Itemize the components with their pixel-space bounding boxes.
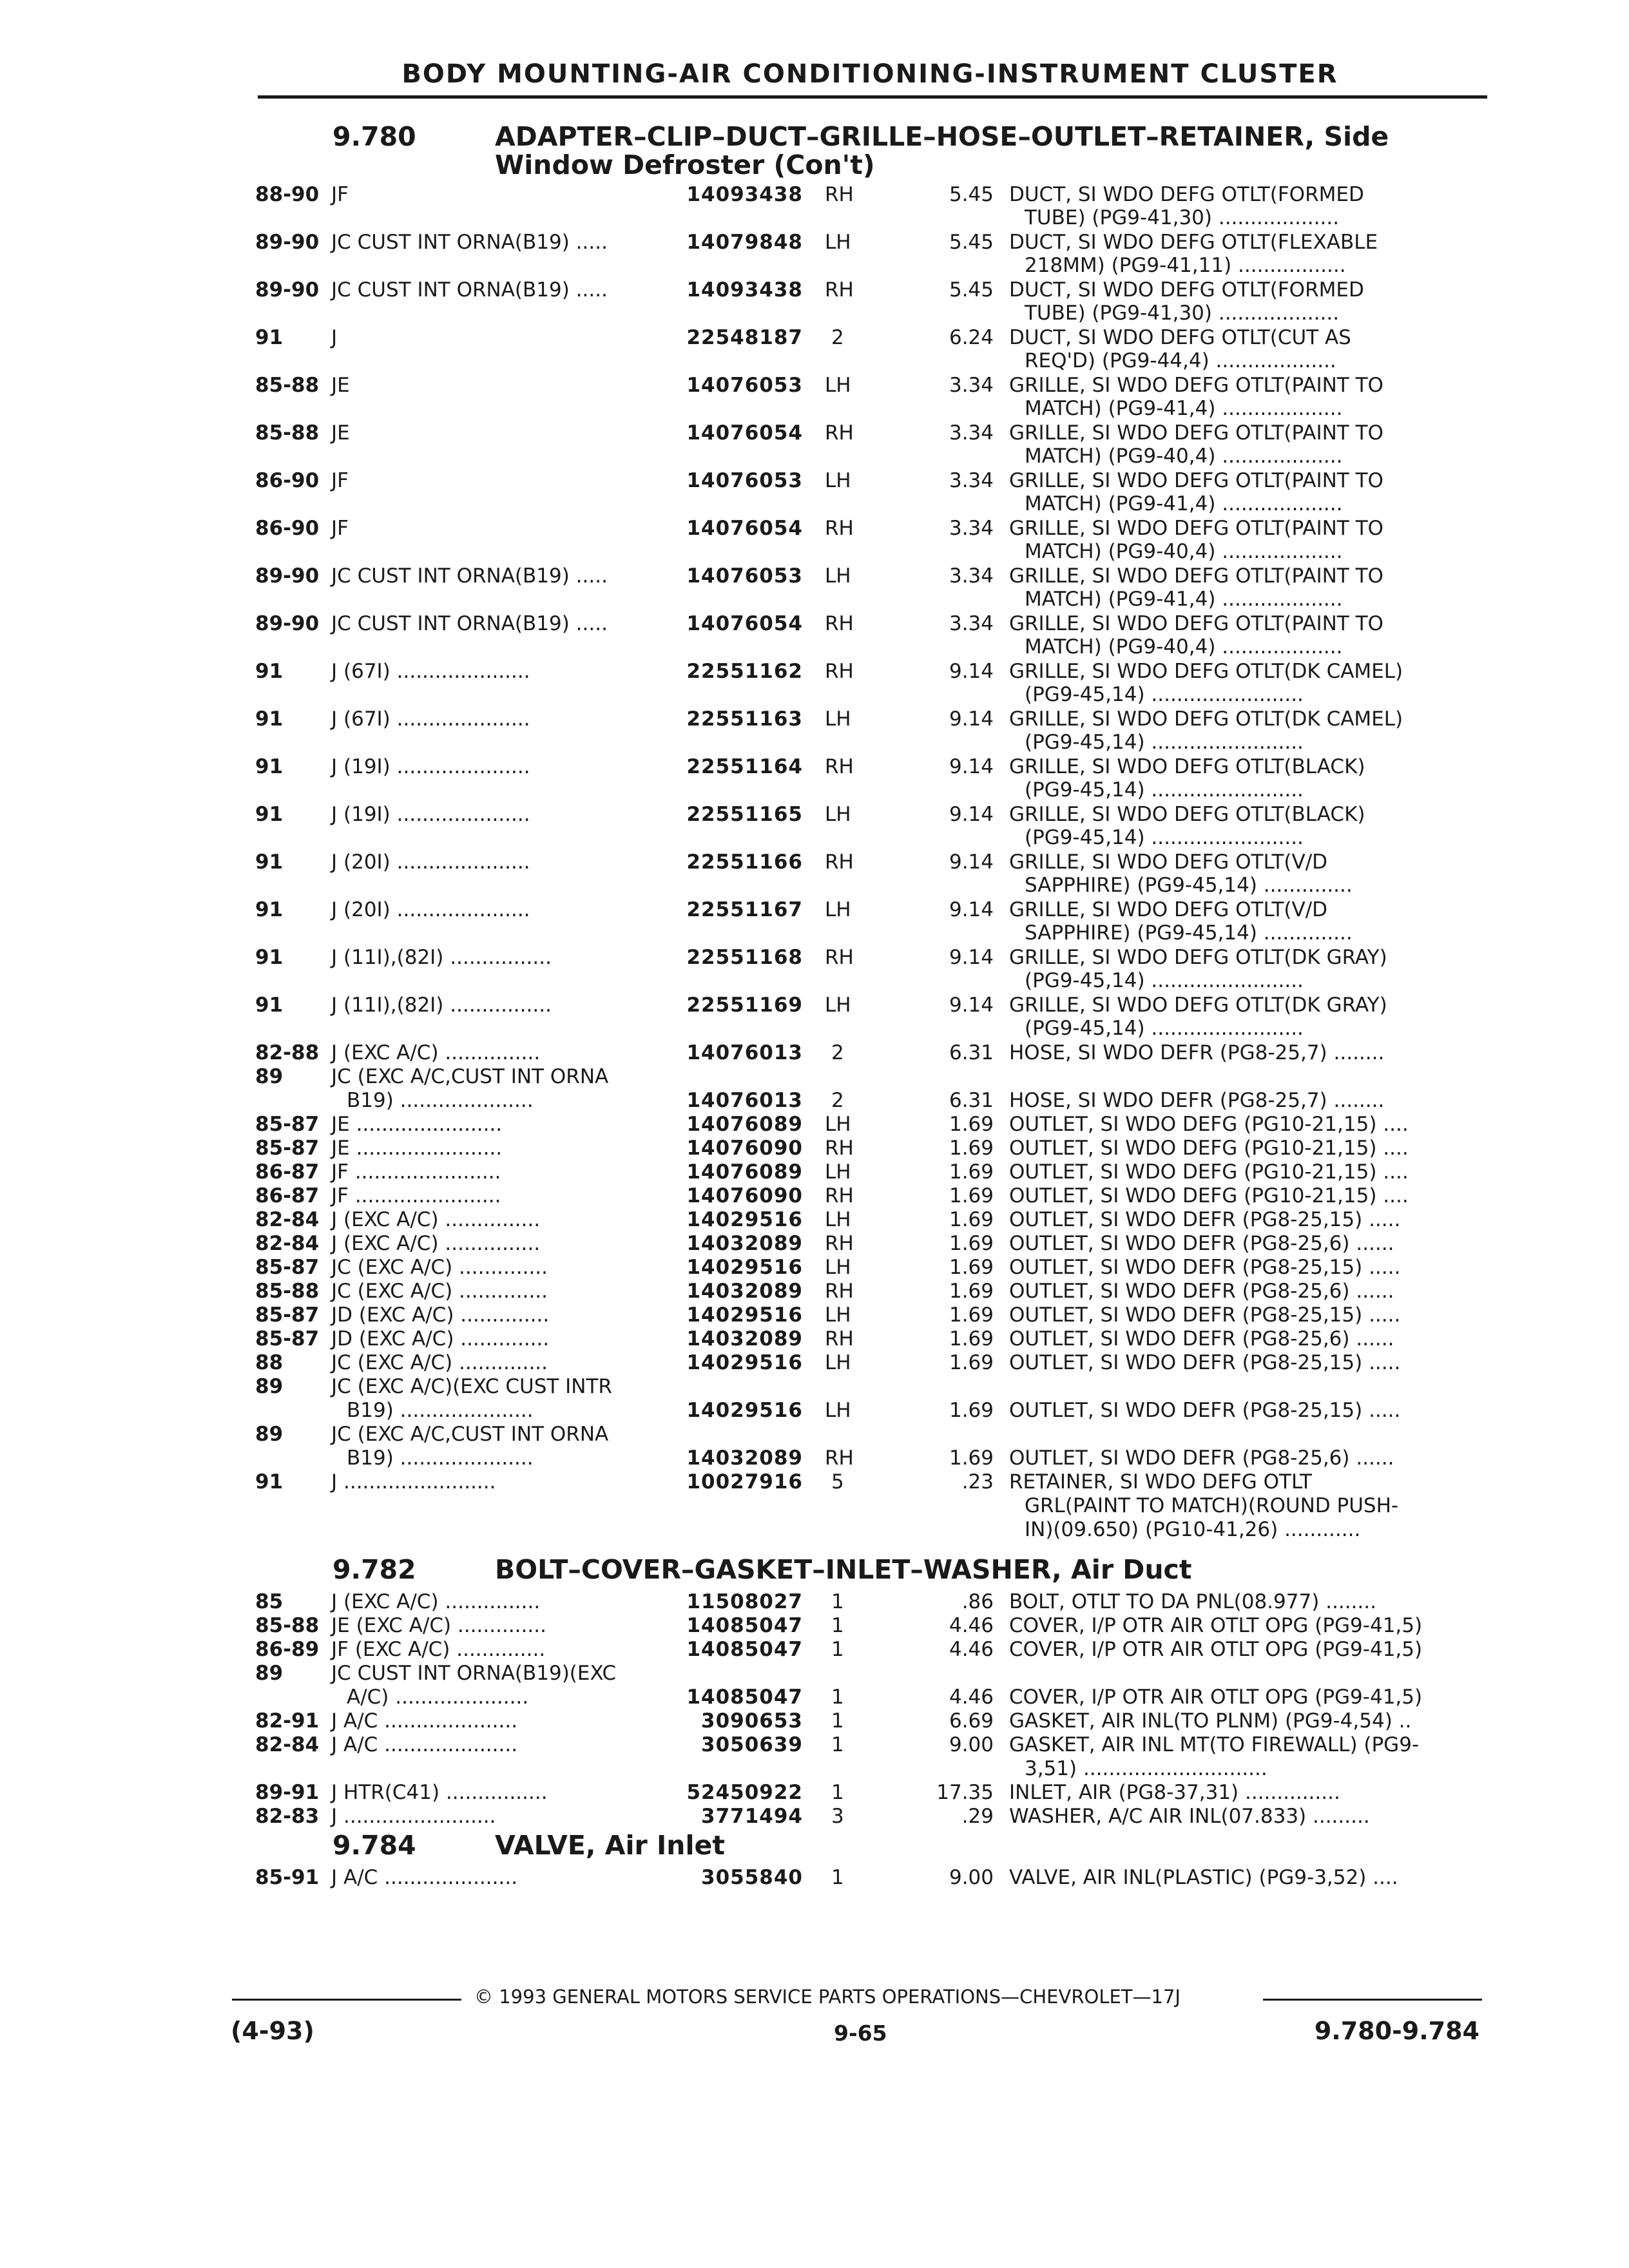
row-model: J (19I) ..................... [331, 755, 530, 778]
footer-page-number: 9-65 [834, 2021, 887, 2046]
row-price: .86 [961, 1590, 994, 1613]
section-number: 9.780 [333, 121, 416, 152]
row-description: GRILLE, SI WDO DEFG OTLT(PAINT TO [1009, 564, 1383, 588]
row-description: INLET, AIR (PG8-37,31) ............... [1009, 1781, 1340, 1804]
page-header: BODY MOUNTING-AIR CONDITIONING-INSTRUMENT CLUSTER [401, 59, 1338, 89]
row-description: HOSE, SI WDO DEFR (PG8-25,7) ........ [1009, 1041, 1385, 1064]
row-description-continued: (PG9-45,14) ........................ [1025, 969, 1304, 992]
row-part-number: 14029516 [686, 1256, 803, 1279]
row-price: 9.14 [949, 898, 994, 921]
row-year: 85-87 [255, 1327, 320, 1350]
row-part-number: 14093438 [686, 278, 803, 302]
row-price: .23 [961, 1470, 994, 1494]
row-quantity: 1 [831, 1866, 844, 1889]
row-quantity: LH [825, 994, 851, 1017]
row-description: BOLT, OTLT TO DA PNL(08.977) ........ [1009, 1590, 1376, 1613]
row-model: J (11I),(82I) ................ [331, 946, 552, 969]
row-year: 86-87 [255, 1160, 320, 1184]
row-model: JC CUST INT ORNA(B19)(EXC [331, 1662, 617, 1685]
row-description: OUTLET, SI WDO DEFG (PG10-21,15) .... [1009, 1160, 1409, 1184]
row-year: 86-89 [255, 1638, 320, 1661]
row-description: OUTLET, SI WDO DEFR (PG8-25,15) ..... [1009, 1303, 1401, 1327]
row-part-number: 22551164 [686, 755, 803, 778]
row-model: J A/C ..................... [331, 1709, 518, 1733]
row-year: 85 [255, 1590, 284, 1613]
row-year: 89-90 [255, 612, 320, 635]
row-description: GRILLE, SI WDO DEFG OTLT(BLACK) [1009, 755, 1365, 778]
row-quantity: RH [825, 1232, 854, 1255]
row-part-number: 14076054 [686, 517, 803, 540]
row-quantity: LH [825, 374, 851, 397]
row-price: 1.69 [949, 1446, 994, 1470]
row-model: J (EXC A/C) ............... [331, 1041, 541, 1064]
row-model: JE (EXC A/C) .............. [331, 1614, 546, 1637]
row-description-continued: MATCH) (PG9-41,4) ................... [1025, 492, 1343, 515]
row-price: 6.31 [949, 1089, 994, 1112]
row-description: 3,51) ............................. [1025, 1757, 1268, 1780]
row-price: .29 [961, 1805, 994, 1828]
header-rule [258, 95, 1487, 99]
row-part-number: 22551167 [686, 898, 803, 921]
row-part-number: 14076053 [686, 374, 803, 397]
row-model: J (20I) ..................... [331, 850, 530, 874]
row-part-number: 14076053 [686, 469, 803, 492]
row-price: 1.69 [949, 1280, 994, 1303]
footer-date: (4-93) [231, 2017, 314, 2045]
row-part-number: 22551165 [686, 803, 803, 826]
row-part-number: 11508027 [686, 1590, 803, 1613]
row-part-number: 52450922 [686, 1781, 803, 1804]
row-price: 17.35 [936, 1781, 994, 1804]
row-quantity: LH [825, 707, 851, 731]
section-title-continued: Window Defroster (Con't) [495, 149, 875, 180]
row-description: GRILLE, SI WDO DEFG OTLT(BLACK) [1009, 803, 1365, 826]
row-part-number: 14076089 [686, 1160, 803, 1184]
row-price: 5.45 [949, 231, 994, 254]
row-description: GRILLE, SI WDO DEFG OTLT(PAINT TO [1009, 374, 1383, 397]
row-quantity: LH [825, 564, 851, 588]
section-title: ADAPTER–CLIP–DUCT–GRILLE–HOSE–OUTLET–RETAINER, Side [495, 121, 1389, 152]
row-part-number: 14076089 [686, 1113, 803, 1136]
row-part-number: 10027916 [686, 1470, 803, 1494]
footer-rule-right [1263, 1999, 1482, 2001]
row-year: 89-90 [255, 231, 320, 254]
row-model: J A/C ..................... [331, 1733, 518, 1756]
row-year: 91 [255, 898, 284, 921]
row-description-continued: (PG9-45,14) ........................ [1025, 683, 1304, 706]
row-model: JC CUST INT ORNA(B19) ..... [331, 564, 608, 588]
row-part-number: 14076053 [686, 564, 803, 588]
row-price: 3.34 [949, 421, 994, 445]
row-year: 85-87 [255, 1303, 320, 1327]
row-model: JF [331, 183, 349, 206]
row-quantity: 1 [831, 1686, 844, 1709]
row-quantity: 1 [831, 1614, 844, 1637]
row-quantity: RH [825, 660, 854, 683]
row-year: 85-88 [255, 421, 320, 445]
row-model: J (67I) ..................... [331, 707, 530, 731]
row-year: 85-88 [255, 1280, 320, 1303]
row-model: JC CUST INT ORNA(B19) ..... [331, 278, 608, 302]
row-description-continued: SAPPHIRE) (PG9-45,14) .............. [1025, 874, 1353, 897]
row-description: OUTLET, SI WDO DEFG (PG10-21,15) .... [1009, 1184, 1409, 1207]
row-description: OUTLET, SI WDO DEFG (PG10-21,15) .... [1009, 1113, 1409, 1136]
row-quantity: RH [825, 850, 854, 874]
row-year: 89 [255, 1423, 284, 1446]
row-model: J A/C ..................... [331, 1866, 518, 1889]
row-quantity: LH [825, 898, 851, 921]
row-price: 1.69 [949, 1160, 994, 1184]
row-quantity: RH [825, 278, 854, 302]
row-description: COVER, I/P OTR AIR OTLT OPG (PG9-41,5) [1009, 1614, 1423, 1637]
row-model: JC (EXC A/C) .............. [331, 1351, 548, 1374]
row-model: JE ....................... [331, 1137, 503, 1160]
row-year: 82-83 [255, 1805, 320, 1828]
row-description-continued: (PG9-45,14) ........................ [1025, 826, 1304, 849]
row-model: JE ....................... [331, 1113, 503, 1136]
row-year: 91 [255, 707, 284, 731]
row-model: B19) ..................... [347, 1089, 534, 1112]
row-part-number: 14085047 [686, 1614, 803, 1637]
row-model: JE [331, 374, 350, 397]
row-price: 3.34 [949, 469, 994, 492]
row-part-number: 3055840 [701, 1866, 803, 1889]
row-quantity: RH [825, 1137, 854, 1160]
row-description: OUTLET, SI WDO DEFR (PG8-25,15) ..... [1009, 1208, 1401, 1231]
row-model: J ........................ [331, 1805, 496, 1828]
row-year: 91 [255, 660, 284, 683]
row-model: J (EXC A/C) ............... [331, 1590, 541, 1613]
row-model: JC CUST INT ORNA(B19) ..... [331, 612, 608, 635]
row-description: GRILLE, SI WDO DEFG OTLT(V/D [1009, 898, 1328, 921]
row-part-number: 3090653 [701, 1709, 803, 1733]
row-description-continued: (PG9-45,14) ........................ [1025, 1017, 1304, 1040]
row-year: 85-91 [255, 1866, 320, 1889]
row-model: A/C) ..................... [347, 1686, 529, 1709]
row-year: 85-88 [255, 1614, 320, 1637]
row-price: 9.14 [949, 850, 994, 874]
row-year: 85-87 [255, 1256, 320, 1279]
row-part-number: 14032089 [686, 1232, 803, 1255]
row-model: JC (EXC A/C) .............. [331, 1280, 548, 1303]
section-number: 9.784 [333, 1830, 416, 1861]
row-price: 4.46 [949, 1638, 994, 1661]
row-price: 3.34 [949, 374, 994, 397]
row-part-number: 14032089 [686, 1446, 803, 1470]
row-model: J (EXC A/C) ............... [331, 1208, 541, 1231]
row-quantity: RH [825, 1327, 854, 1350]
row-year: 85-87 [255, 1137, 320, 1160]
row-part-number: 14079848 [686, 231, 803, 254]
row-model: JC (EXC A/C,CUST INT ORNA [331, 1423, 609, 1446]
row-year: 91 [255, 326, 284, 349]
row-quantity: LH [825, 1113, 851, 1136]
row-year: 91 [255, 994, 284, 1017]
row-model: J (11I),(82I) ................ [331, 994, 552, 1017]
section-number: 9.782 [333, 1554, 416, 1585]
row-quantity: RH [825, 183, 854, 206]
footer-section-range: 9.780-9.784 [1314, 2017, 1480, 2045]
row-price: 4.46 [949, 1686, 994, 1709]
row-price: 1.69 [949, 1327, 994, 1350]
row-description: GRL(PAINT TO MATCH)(ROUND PUSH- [1025, 1494, 1399, 1517]
row-part-number: 22551168 [686, 946, 803, 969]
row-quantity: LH [825, 231, 851, 254]
row-price: 9.00 [949, 1733, 994, 1756]
row-description: HOSE, SI WDO DEFR (PG8-25,7) ........ [1009, 1089, 1385, 1112]
row-description: GRILLE, SI WDO DEFG OTLT(PAINT TO [1009, 517, 1383, 540]
row-year: 88 [255, 1351, 284, 1374]
row-price: 1.69 [949, 1351, 994, 1374]
row-description-continued: 218MM) (PG9-41,11) ................. [1025, 254, 1346, 277]
row-description: COVER, I/P OTR AIR OTLT OPG (PG9-41,5) [1009, 1638, 1423, 1661]
row-quantity: 2 [831, 1041, 844, 1064]
section-title: VALVE, Air Inlet [495, 1830, 725, 1861]
row-part-number: 14029516 [686, 1351, 803, 1374]
row-quantity: LH [825, 1256, 851, 1279]
row-description: GASKET, AIR INL(TO PLNM) (PG9-4,54) .. [1009, 1709, 1412, 1733]
row-model: JF ....................... [331, 1160, 501, 1184]
row-part-number: 14076090 [686, 1184, 803, 1207]
row-quantity: RH [825, 1184, 854, 1207]
row-quantity: 1 [831, 1709, 844, 1733]
row-quantity: 5 [831, 1470, 844, 1494]
row-year: 89 [255, 1065, 284, 1088]
row-part-number: 14029516 [686, 1208, 803, 1231]
row-price: 1.69 [949, 1137, 994, 1160]
row-price: 9.14 [949, 803, 994, 826]
row-quantity: RH [825, 1280, 854, 1303]
row-quantity: RH [825, 946, 854, 969]
row-model: J (19I) ..................... [331, 803, 530, 826]
row-price: 1.69 [949, 1399, 994, 1422]
row-price: 1.69 [949, 1184, 994, 1207]
row-part-number: 14029516 [686, 1399, 803, 1422]
row-price: 1.69 [949, 1256, 994, 1279]
row-price: 9.14 [949, 946, 994, 969]
row-year: 82-84 [255, 1232, 320, 1255]
row-year: 91 [255, 1470, 284, 1494]
row-quantity: 3 [831, 1805, 844, 1828]
row-year: 89-91 [255, 1781, 320, 1804]
row-description: GRILLE, SI WDO DEFG OTLT(DK GRAY) [1009, 946, 1387, 969]
row-model: J (EXC A/C) ............... [331, 1232, 541, 1255]
row-quantity: 2 [831, 326, 844, 349]
row-model: JC (EXC A/C) .............. [331, 1256, 548, 1279]
row-quantity: RH [825, 517, 854, 540]
row-description: OUTLET, SI WDO DEFR (PG8-25,6) ...... [1009, 1446, 1394, 1470]
row-year: 82-91 [255, 1709, 320, 1733]
row-quantity: LH [825, 803, 851, 826]
row-description-continued: MATCH) (PG9-41,4) ................... [1025, 397, 1343, 420]
row-price: 5.45 [949, 278, 994, 302]
row-description-continued: MATCH) (PG9-40,4) ................... [1025, 540, 1343, 563]
row-model: JF [331, 469, 349, 492]
row-description: OUTLET, SI WDO DEFR (PG8-25,15) ..... [1009, 1351, 1401, 1374]
row-year: 86-90 [255, 517, 320, 540]
row-model: J (67I) ..................... [331, 660, 530, 683]
row-part-number: 14076013 [686, 1041, 803, 1064]
row-part-number: 14076054 [686, 612, 803, 635]
row-part-number: 22551169 [686, 994, 803, 1017]
row-quantity: 1 [831, 1590, 844, 1613]
row-description: IN)(09.650) (PG10-41,26) ............ [1025, 1518, 1361, 1541]
footer-rule-left [232, 1999, 461, 2001]
row-price: 4.46 [949, 1614, 994, 1637]
row-part-number: 22551166 [686, 850, 803, 874]
row-part-number: 14085047 [686, 1638, 803, 1661]
row-quantity: 1 [831, 1781, 844, 1804]
row-quantity: LH [825, 1208, 851, 1231]
row-model: J ........................ [331, 1470, 496, 1494]
row-description-continued: SAPPHIRE) (PG9-45,14) .............. [1025, 921, 1353, 945]
row-description: GRILLE, SI WDO DEFG OTLT(PAINT TO [1009, 421, 1383, 445]
row-year: 82-88 [255, 1041, 320, 1064]
row-quantity: RH [825, 1446, 854, 1470]
row-model: B19) ..................... [347, 1446, 534, 1470]
row-description: COVER, I/P OTR AIR OTLT OPG (PG9-41,5) [1009, 1686, 1423, 1709]
row-price: 6.69 [949, 1709, 994, 1733]
row-description: GASKET, AIR INL MT(TO FIREWALL) (PG9- [1009, 1733, 1420, 1756]
footer-copyright: © 1993 GENERAL MOTORS SERVICE PARTS OPERATIONS—CHEVROLET—17J [474, 1986, 1181, 2008]
row-year: 91 [255, 803, 284, 826]
row-description-continued: TUBE) (PG9-41,30) ................... [1025, 206, 1340, 229]
row-quantity: LH [825, 1351, 851, 1374]
row-model: JC CUST INT ORNA(B19) ..... [331, 231, 608, 254]
row-part-number: 22551163 [686, 707, 803, 731]
row-description: GRILLE, SI WDO DEFG OTLT(DK GRAY) [1009, 994, 1387, 1017]
row-year: 89 [255, 1375, 284, 1398]
row-description: OUTLET, SI WDO DEFG (PG10-21,15) .... [1009, 1137, 1409, 1160]
row-price: 1.69 [949, 1208, 994, 1231]
row-price: 9.14 [949, 660, 994, 683]
row-price: 6.24 [949, 326, 994, 349]
row-part-number: 14085047 [686, 1686, 803, 1709]
row-quantity: LH [825, 469, 851, 492]
row-part-number: 3771494 [701, 1805, 803, 1828]
row-description: GRILLE, SI WDO DEFG OTLT(V/D [1009, 850, 1328, 874]
row-part-number: 3050639 [701, 1733, 803, 1756]
row-description: OUTLET, SI WDO DEFR (PG8-25,6) ...... [1009, 1280, 1394, 1303]
row-year: 89-90 [255, 564, 320, 588]
row-part-number: 14076054 [686, 421, 803, 445]
row-price: 6.31 [949, 1041, 994, 1064]
row-description-continued: (PG9-45,14) ........................ [1025, 731, 1304, 754]
row-price: 1.69 [949, 1113, 994, 1136]
row-price: 5.45 [949, 183, 994, 206]
row-price: 9.14 [949, 707, 994, 731]
row-year: 88-90 [255, 183, 320, 206]
row-year: 91 [255, 755, 284, 778]
row-description: DUCT, SI WDO DEFG OTLT(FLEXABLE [1009, 231, 1378, 254]
row-part-number: 14076013 [686, 1089, 803, 1112]
row-model: JE [331, 421, 350, 445]
section-title: BOLT–COVER–GASKET–INLET–WASHER, Air Duct [495, 1554, 1192, 1585]
row-year: 86-90 [255, 469, 320, 492]
row-quantity: 2 [831, 1089, 844, 1112]
row-description: GRILLE, SI WDO DEFG OTLT(PAINT TO [1009, 612, 1383, 635]
row-price: 3.34 [949, 517, 994, 540]
row-model: JC (EXC A/C,CUST INT ORNA [331, 1065, 609, 1088]
row-description-continued: (PG9-45,14) ........................ [1025, 778, 1304, 802]
row-model: J (20I) ..................... [331, 898, 530, 921]
row-year: 91 [255, 850, 284, 874]
row-year: 85-87 [255, 1113, 320, 1136]
row-description: OUTLET, SI WDO DEFR (PG8-25,15) ..... [1009, 1256, 1401, 1279]
row-description-continued: REQ'D) (PG9-44,4) ................... [1025, 349, 1336, 372]
row-price: 9.00 [949, 1866, 994, 1889]
row-description: DUCT, SI WDO DEFG OTLT(CUT AS [1009, 326, 1351, 349]
row-year: 86-87 [255, 1184, 320, 1207]
row-description: DUCT, SI WDO DEFG OTLT(FORMED [1009, 278, 1364, 302]
row-year: 85-88 [255, 374, 320, 397]
row-part-number: 14032089 [686, 1280, 803, 1303]
row-part-number: 14029516 [686, 1303, 803, 1327]
row-price: 1.69 [949, 1232, 994, 1255]
row-price: 3.34 [949, 612, 994, 635]
row-description: OUTLET, SI WDO DEFR (PG8-25,6) ...... [1009, 1232, 1394, 1255]
row-year: 82-84 [255, 1733, 320, 1756]
row-description-continued: MATCH) (PG9-41,4) ................... [1025, 588, 1343, 611]
row-price: 3.34 [949, 564, 994, 588]
row-description-continued: TUBE) (PG9-41,30) ................... [1025, 302, 1340, 325]
row-part-number: 14093438 [686, 183, 803, 206]
row-model: JF ....................... [331, 1184, 501, 1207]
row-description: OUTLET, SI WDO DEFR (PG8-25,6) ...... [1009, 1327, 1394, 1350]
row-year: 82-84 [255, 1208, 320, 1231]
row-model: JD (EXC A/C) .............. [331, 1303, 550, 1327]
row-description-continued: MATCH) (PG9-40,4) ................... [1025, 445, 1343, 468]
row-model: JD (EXC A/C) .............. [331, 1327, 550, 1350]
row-part-number: 14076090 [686, 1137, 803, 1160]
row-quantity: RH [825, 755, 854, 778]
row-quantity: 1 [831, 1733, 844, 1756]
row-year: 91 [255, 946, 284, 969]
row-model: JF [331, 517, 349, 540]
row-model: JF (EXC A/C) .............. [331, 1638, 546, 1661]
row-description: GRILLE, SI WDO DEFG OTLT(DK CAMEL) [1009, 707, 1403, 731]
row-model: J HTR(C41) ................ [331, 1781, 548, 1804]
row-year: 89-90 [255, 278, 320, 302]
row-price: 9.14 [949, 755, 994, 778]
row-quantity: RH [825, 421, 854, 445]
row-description-continued: MATCH) (PG9-40,4) ................... [1025, 635, 1343, 658]
row-part-number: 14032089 [686, 1327, 803, 1350]
row-description: GRILLE, SI WDO DEFG OTLT(PAINT TO [1009, 469, 1383, 492]
row-description: OUTLET, SI WDO DEFR (PG8-25,15) ..... [1009, 1399, 1401, 1422]
row-description: GRILLE, SI WDO DEFG OTLT(DK CAMEL) [1009, 660, 1403, 683]
row-price: 9.14 [949, 994, 994, 1017]
row-part-number: 22551162 [686, 660, 803, 683]
row-quantity: LH [825, 1399, 851, 1422]
row-model: J [331, 326, 338, 349]
row-year: 89 [255, 1662, 284, 1685]
row-description: DUCT, SI WDO DEFG OTLT(FORMED [1009, 183, 1364, 206]
row-quantity: LH [825, 1303, 851, 1327]
row-price: 1.69 [949, 1303, 994, 1327]
row-part-number: 22548187 [686, 326, 803, 349]
row-description: RETAINER, SI WDO DEFG OTLT [1009, 1470, 1312, 1494]
row-quantity: 1 [831, 1638, 844, 1661]
row-description: WASHER, A/C AIR INL(07.833) ......... [1009, 1805, 1370, 1828]
row-model: JC (EXC A/C)(EXC CUST INTR [331, 1375, 612, 1398]
row-model: B19) ..................... [347, 1399, 534, 1422]
row-quantity: RH [825, 612, 854, 635]
row-quantity: LH [825, 1160, 851, 1184]
row-description: VALVE, AIR INL(PLASTIC) (PG9-3,52) .... [1009, 1866, 1398, 1889]
